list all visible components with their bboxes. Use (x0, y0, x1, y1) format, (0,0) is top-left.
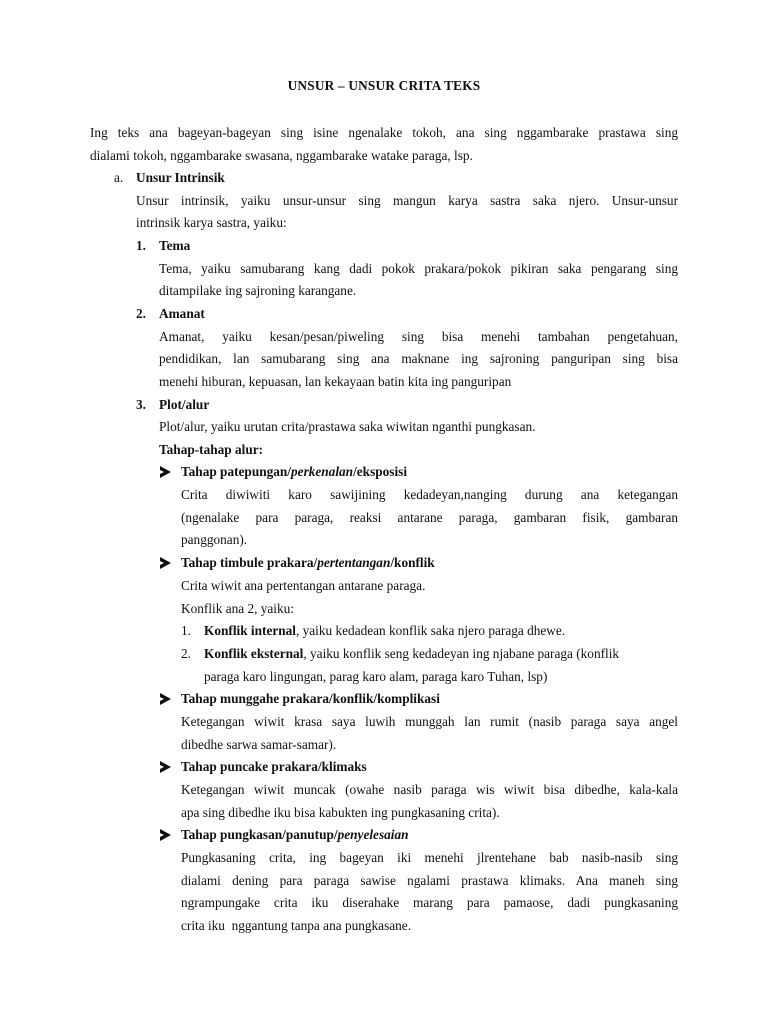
item-tema-body-1: Tema, yaiku samubarang kang dadi pokok prakara/pokok pikiran saka pengarang sing (159, 261, 678, 276)
konflik-1-item: Konflik internal, yaiku kedadean konflik saka njero paraga dhewe. (204, 623, 566, 638)
item-tema-marker: 1. (136, 238, 146, 253)
stage-3-arrow-icon (160, 693, 171, 705)
item-tema-body-2: ditampilake ing sajroning karangane. (159, 283, 357, 298)
item-amanat-body-3: menehi hiburan, kepuasan, lan kekayaan batin kita ing panguripan (159, 374, 512, 389)
stage-1-body-3: panggonan). (181, 532, 248, 547)
stage-2-arrow-icon (160, 557, 171, 569)
item-plot-body: Plot/alur, yaiku urutan crita/prastawa saka wiwitan nganthi pungkasan. (159, 419, 536, 434)
stage-1-heading: Tahap patepungan/perkenalan/eksposisi (181, 464, 408, 479)
stage-3-heading: Tahap munggahe prakara/konflik/komplikasi (181, 691, 440, 706)
stage-3-body-2: dibedhe sarwa samar-samar). (181, 737, 337, 752)
stage-1-arrow-icon (160, 466, 171, 478)
konflik-2-item: Konflik eksternal, yaiku konflik seng kedadeyan ing njabane paraga (konflik (204, 646, 620, 661)
stage-3-body-1: Ketegangan wiwit krasa saya luwih munggah lan rumit (nasib paraga saya angel (181, 714, 678, 729)
item-amanat-marker: 2. (136, 306, 146, 321)
stage-5-arrow-icon (160, 829, 171, 841)
konflik-1-marker: 1. (181, 623, 191, 638)
konflik-2-continued: paraga karo lingungan, parag karo alam, paraga karo Tuhan, lsp) (204, 669, 548, 684)
stage-2-body-2: Konflik ana 2, yaiku: (181, 601, 294, 616)
item-plot-marker: 3. (136, 397, 146, 412)
document-title: UNSUR – UNSUR CRITA TEKS (287, 78, 481, 93)
item-amanat-body-1: Amanat, yaiku kesan/pesan/piweling sing bisa menehi tambahan pengetahuan, (159, 329, 678, 344)
item-plot-heading: Plot/alur (159, 397, 210, 412)
intro-line-2: dialami tokoh, nggambarake swasana, nggambarake watake paraga, lsp. (90, 148, 473, 163)
stage-4-body-1: Ketegangan wiwit muncak (owahe nasib paraga wis wiwit bisa dibedhe, kala-kala (181, 782, 678, 797)
section-a-desc-2: intrinsik karya sastra, yaiku: (136, 215, 287, 230)
item-plot-subheading: Tahap-tahap alur: (159, 442, 264, 457)
section-a-marker: a. (114, 170, 124, 185)
stage-2-body-1: Crita wiwit ana pertentangan antarane paraga. (181, 578, 426, 593)
stage-1-body-1: Crita diwiwiti karo sawijining kedadeyan,nanging durung ana ketegangan (181, 487, 678, 502)
stage-4-arrow-icon (160, 761, 171, 773)
konflik-2-marker: 2. (181, 646, 191, 661)
stage-5-heading: Tahap pungkasan/panutup/penyelesaian (181, 827, 409, 842)
item-tema-heading: Tema (159, 238, 191, 253)
stage-5-body-1: Pungkasaning crita, ing bageyan iki menehi jlrentehane bab nasib-nasib sing (181, 850, 678, 865)
section-a-desc-1: Unsur intrinsik, yaiku unsur-unsur sing mangun karya sastra saka njero. Unsur-unsur (136, 193, 678, 208)
stage-1-body-2: (ngenalake para paraga, reaksi antarane paraga, gambaran fisik, gambaran (181, 510, 678, 525)
stage-2-heading: Tahap timbule prakara/pertentangan/konflik (181, 555, 435, 570)
item-amanat-body-2: pendidikan, lan samubarang sing ana maknane ing sajroning panguripan sing bisa (159, 351, 678, 366)
intro-line-1: Ing teks ana bageyan-bageyan sing isine ngenalake tokoh, ana sing nggambarake prastawa sing (90, 125, 678, 140)
stage-5-body-4: crita iku nggantung tanpa ana pungkasane. (181, 918, 412, 933)
item-amanat-heading: Amanat (159, 306, 205, 321)
stage-4-heading: Tahap puncake prakara/klimaks (181, 759, 367, 774)
stage-5-body-2: dialami dening para paraga sawise ngalami prastawa klimaks. Ana maneh sing (181, 873, 678, 888)
stage-4-body-2: apa sing dibedhe iku bisa kabukten ing pungkasaning crita). (181, 805, 500, 820)
stage-5-body-3: ngrampungake crita iku diserahake marang para pamaose, dadi pungkasaning (181, 895, 678, 910)
section-a-heading: Unsur Intrinsik (136, 170, 225, 185)
